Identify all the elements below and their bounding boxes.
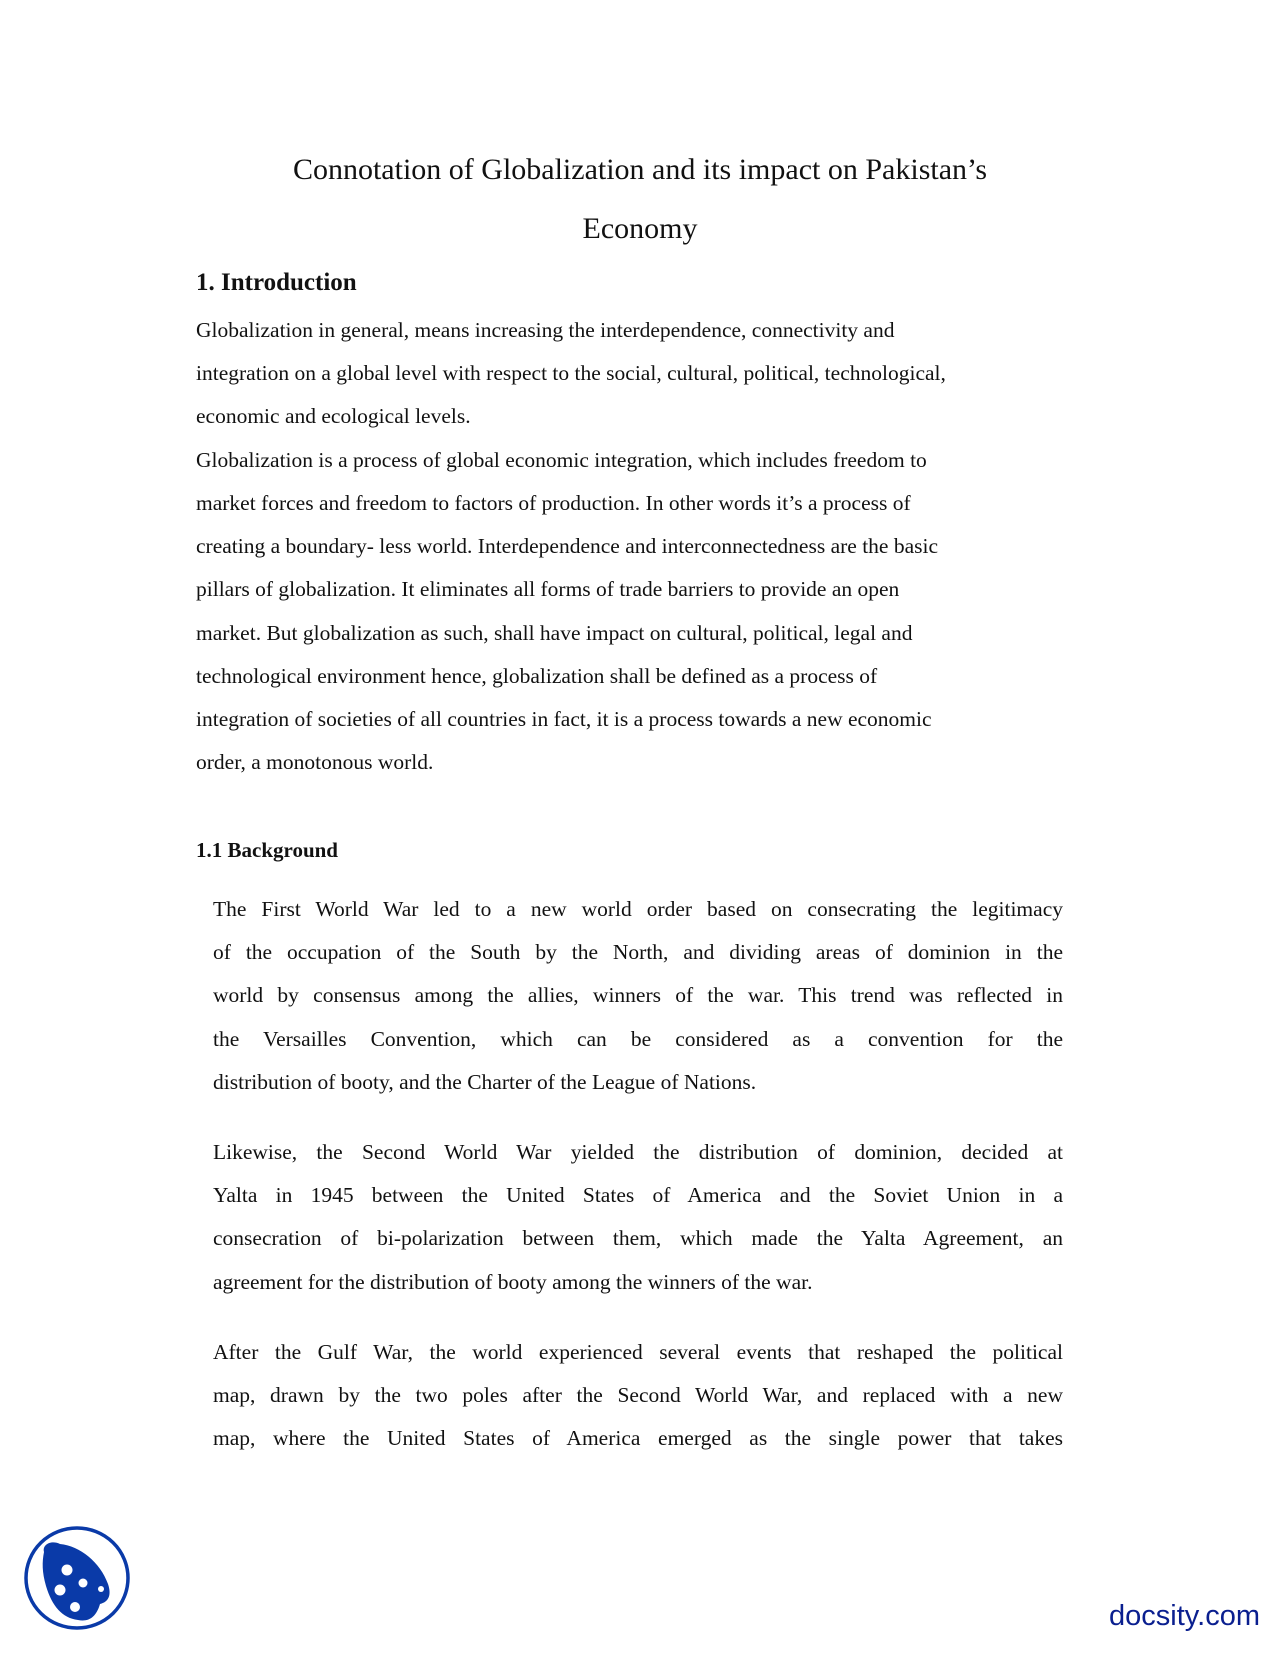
- background-text-line: of the occupation of the South by the North, and dividing areas of dominion in the: [213, 940, 1063, 964]
- background-text-line: Likewise, the Second World War yielded the distribution of dominion, decided at: [213, 1140, 1063, 1164]
- intro-text-line: market forces and freedom to factors of production. In other words it’s a process of: [196, 491, 911, 515]
- document-title-line-1: Connotation of Globalization and its impact on Pakistan’s: [292, 153, 988, 186]
- background-text-line: map, where the United States of America emerged as the single power that takes: [213, 1426, 1063, 1450]
- background-text-line: Yalta in 1945 between the United States of America and the Soviet Union in a: [213, 1183, 1063, 1207]
- section-heading-background: 1.1 Background: [196, 838, 338, 862]
- background-text-line: consecration of bi-polarization between them, which made the Yalta Agreement, an: [213, 1226, 1063, 1250]
- intro-text-line: Globalization is a process of global economic integration, which includes freedom to: [196, 448, 927, 472]
- background-text-line: world by consensus among the allies, winners of the war. This trend was reflected in: [213, 983, 1063, 1007]
- intro-text-line: Globalization in general, means increasing the interdependence, connectivity and: [196, 318, 895, 342]
- intro-text-line: technological environment hence, globalization shall be defined as a process of: [196, 664, 878, 688]
- background-text-line: the Versailles Convention, which can be considered as a convention for the: [213, 1027, 1063, 1051]
- intro-text-line: order, a monotonous world.: [196, 750, 434, 774]
- background-text-line: The First World War led to a new world order based on consecrating the legitimacy: [213, 897, 1063, 921]
- document-title-line-2: Economy: [582, 212, 698, 245]
- docsity-logo-icon[interactable]: [22, 1522, 132, 1632]
- intro-text-line: integration of societies of all countries in fact, it is a process towards a new economic: [196, 707, 932, 731]
- background-text-line: map, drawn by the two poles after the Second World War, and replaced with a new: [213, 1383, 1063, 1407]
- intro-text-line: market. But globalization as such, shall have impact on cultural, political, legal and: [196, 621, 913, 645]
- background-text-line: After the Gulf War, the world experienced several events that reshaped the political: [213, 1340, 1063, 1364]
- intro-text-line: integration on a global level with respect to the social, cultural, political, technological,: [196, 361, 946, 385]
- intro-text-line: pillars of globalization. It eliminates all forms of trade barriers to provide an open: [196, 577, 900, 601]
- intro-text-line: creating a boundary- less world. Interdependence and interconnectedness are the basic: [196, 534, 939, 558]
- section-heading-introduction: 1. Introduction: [196, 269, 357, 296]
- intro-text-line: economic and ecological levels.: [196, 404, 471, 428]
- docsity-brand-link[interactable]: docsity.com: [1109, 1600, 1260, 1632]
- background-text-line: agreement for the distribution of booty among the winners of the war.: [213, 1270, 813, 1294]
- background-text-line: distribution of booty, and the Charter of the League of Nations.: [213, 1070, 757, 1094]
